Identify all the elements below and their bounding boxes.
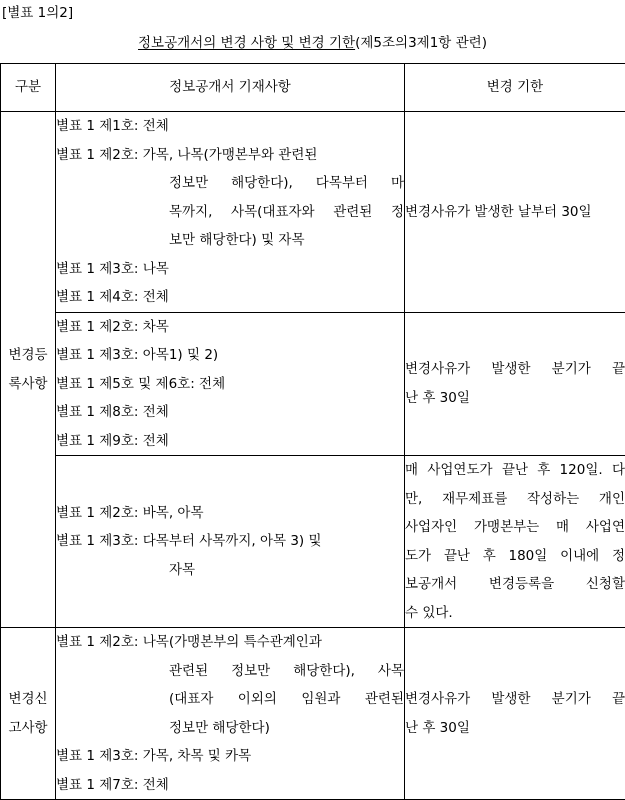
item-line: 별표 1 제1호: 전체 [56,112,404,141]
item-line: 별표 1 제7호: 전체 [56,771,404,800]
item-line: 별표 1 제3호: 아목1) 및 2) [56,341,404,370]
item-continuation-line: 보만 해당한다) 및 자목 [56,226,404,255]
group-label-cell [1,112,56,628]
deadline-line: 난 후 30일 [405,714,625,743]
deadline-cell [405,112,625,313]
header-row [1,64,625,112]
document-title [0,31,625,51]
table-row [1,312,625,456]
item-line: 별표 1 제2호: 가목, 나목(가맹본부와 관련된 [56,141,404,170]
deadline-cell [405,628,625,800]
item-line: 별표 1 제8호: 전체 [56,398,404,427]
item-line: 별표 1 제5호 및 제6호: 전체 [56,370,404,399]
items-cell [56,456,405,628]
item-continuation-line: 정보만 해당한다), 다목부터 마 [56,169,404,198]
table-row [1,628,625,800]
item-continuation-line: 자목 [56,556,404,585]
header-items: 정보공개서 기재사항 [56,64,405,112]
items-cell [56,112,405,313]
title-suffix: (제5조의3제1항 관련) [355,35,487,51]
item-line: 별표 1 제2호: 차목 [56,313,404,342]
deadline-line: 변경사유가 발생한 날부터 30일 [405,198,625,227]
table-row [1,112,625,313]
item-line: 별표 1 제4호: 전체 [56,283,404,312]
items-cell [56,312,405,456]
change-deadline-table [0,63,625,800]
item-continuation-line: 목까지, 사목(대표자와 관련된 정 [56,198,404,227]
item-continuation-line: (대표자 이외의 임원과 관련된 [56,685,404,714]
group-label-line: 고사항 [1,714,55,743]
deadline-cell [405,456,625,628]
deadline-line: 변경사유가 발생한 분기가 끝 [405,685,625,714]
deadline-line: 도가 끝난 후 180일 이내에 정 [405,542,625,571]
group-label-cell [1,628,56,800]
header-category: 구분 [1,64,56,112]
deadline-cell [405,312,625,456]
item-line: 별표 1 제3호: 다목부터 사목까지, 아목 3) 및 [56,527,404,556]
deadline-line: 보공개서 변경등록을 신청할 [405,570,625,599]
annex-label: [별표 1의2] [2,1,73,21]
deadline-line: 변경사유가 발생한 분기가 끝 [405,355,625,384]
table-row [1,456,625,628]
item-continuation-line: 관련된 정보만 해당한다), 사목 [56,657,404,686]
item-line: 별표 1 제2호: 바목, 아목 [56,499,404,528]
group-label-line: 변경신 [1,685,55,714]
item-line: 별표 1 제2호: 나목(가맹본부의 특수관계인과 [56,628,404,657]
item-line: 별표 1 제3호: 나목 [56,255,404,284]
header-deadline: 변경 기한 [405,64,625,112]
group-label-line: 변경등 [1,341,55,370]
item-line: 별표 1 제3호: 가목, 차목 및 카목 [56,742,404,771]
title-main: 정보공개서의 변경 사항 및 변경 기한 [138,35,355,51]
table-body [1,112,625,800]
deadline-line: 매 사업연도가 끝난 후 120일. 다 [405,456,625,485]
item-continuation-line: 정보만 해당한다) [56,714,404,743]
items-cell [56,628,405,800]
group-label-line: 록사항 [1,370,55,399]
deadline-line: 수 있다. [405,599,625,628]
deadline-line: 만, 재무제표를 작성하는 개인 [405,485,625,514]
deadline-line: 사업자인 가맹본부는 매 사업연 [405,513,625,542]
item-line: 별표 1 제9호: 전체 [56,427,404,456]
deadline-line: 난 후 30일 [405,384,625,413]
